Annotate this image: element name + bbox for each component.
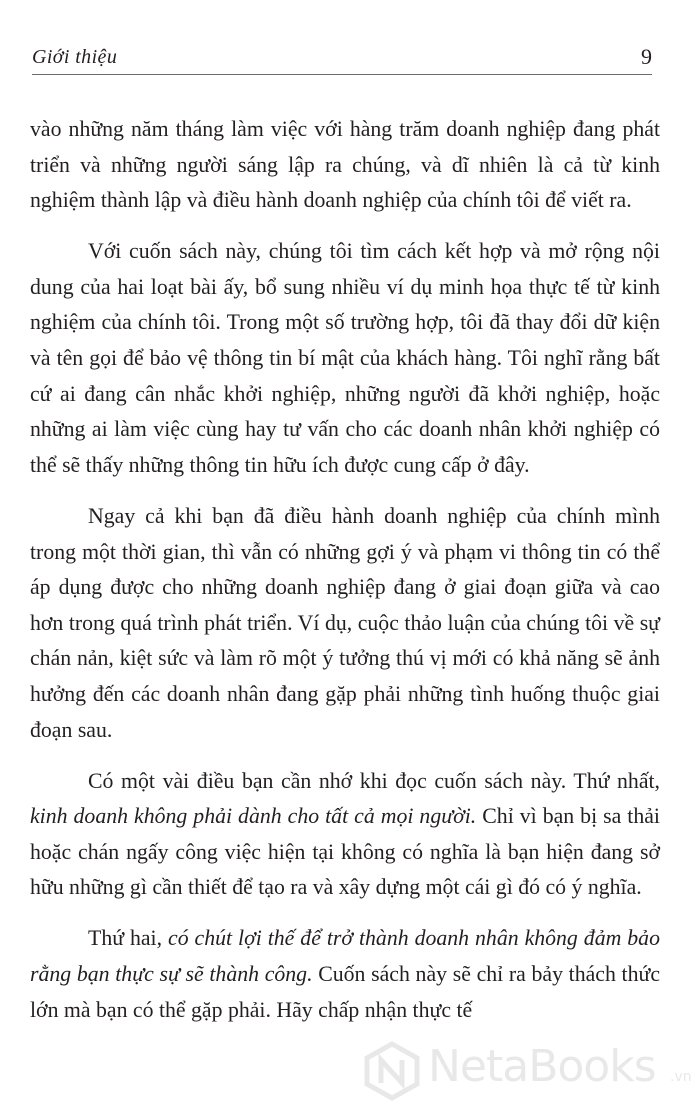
paragraph — [30, 234, 660, 483]
watermark-suffix: .vn — [670, 1069, 692, 1085]
paragraph-text: Cuốn sách này sẽ chỉ ra bảy thách thức lớn mà bạn có thể gặp phải. Hãy chấp nhận thực tế — [30, 962, 660, 1022]
paragraph — [30, 499, 660, 748]
paragraph-text: Với cuốn sách này, chúng tôi tìm cách kết hợp và mở rộng nội dung của hai loạt bài ấy, bổ sung nhiều ví dụ minh họa thực tế từ kinh nghiệm của chính tôi. Trong một số trường hợp, tôi đã thay đổi dữ kiện và tên gọi để bảo vệ thông tin bí mật của khách hàng. Tôi nghĩ rằng bất cứ ai đang cân nhắc khởi nghiệp, những người đã khởi nghiệp, hoặc những ai làm việc cùng hay tư vấn cho các doanh nhân khởi nghiệp có thể sẽ thấy những thông tin hữu ích được cung cấp ở đây. — [30, 239, 660, 477]
netabooks-logo-icon — [362, 1041, 422, 1101]
paragraph-text: vào những năm tháng làm việc với hàng trăm doanh nghiệp đang phát triển và những người sáng lập ra chúng, và dĩ nhiên là cả từ kinh nghiệm thành lập và điều hành doanh nghiệp của chính tôi để viết ra. — [30, 117, 660, 213]
paragraph — [30, 921, 660, 1028]
paragraph-text: Chỉ vì bạn bị sa thải hoặc chán ngấy công việc hiện tại không có nghĩa là bạn hiện đang sở hữu những gì cần thiết để tạo ra và xây dựng một cái gì đó có ý nghĩa. — [30, 804, 660, 900]
page-number: 9 — [641, 44, 652, 69]
paragraph — [30, 764, 660, 906]
watermark-brand: NetaBooks — [428, 1041, 656, 1092]
paragraph-text: Thứ hai, — [88, 926, 169, 951]
paragraph-text: Ngay cả khi bạn đã điều hành doanh nghiệp của chính mình trong một thời gian, thì vẫn có những gợi ý và phạm vi thông tin có thể áp dụng được cho những doanh nghiệp đang ở giai đoạn giữa và cao hơn trong quá trình phát triển. Ví dụ, cuộc thảo luận của chúng tôi về sự chán nản, kiệt sức và làm rõ một ý tưởng thú vị mới có khả năng sẽ ảnh hưởng đến các doanh nhân đang gặp phải những tình huống thuộc giai đoạn sau. — [30, 503, 660, 742]
paragraph-text: Có một vài điều bạn cần nhớ khi đọc cuốn sách này. Thứ nhất, — [88, 768, 660, 793]
paragraph — [30, 112, 660, 219]
emphasis-text: kinh doanh không phải dành cho tất cả mọi người. — [30, 804, 477, 829]
running-header — [32, 44, 652, 75]
netabooks-watermark — [362, 1035, 700, 1115]
chapter-title: Giới thiệu — [32, 46, 118, 68]
emphasis-text: có chút lợi thế để trở thành doanh nhân không đảm bảo rằng bạn thực sự sẽ thành công. — [30, 926, 660, 987]
body-text — [30, 112, 660, 1044]
